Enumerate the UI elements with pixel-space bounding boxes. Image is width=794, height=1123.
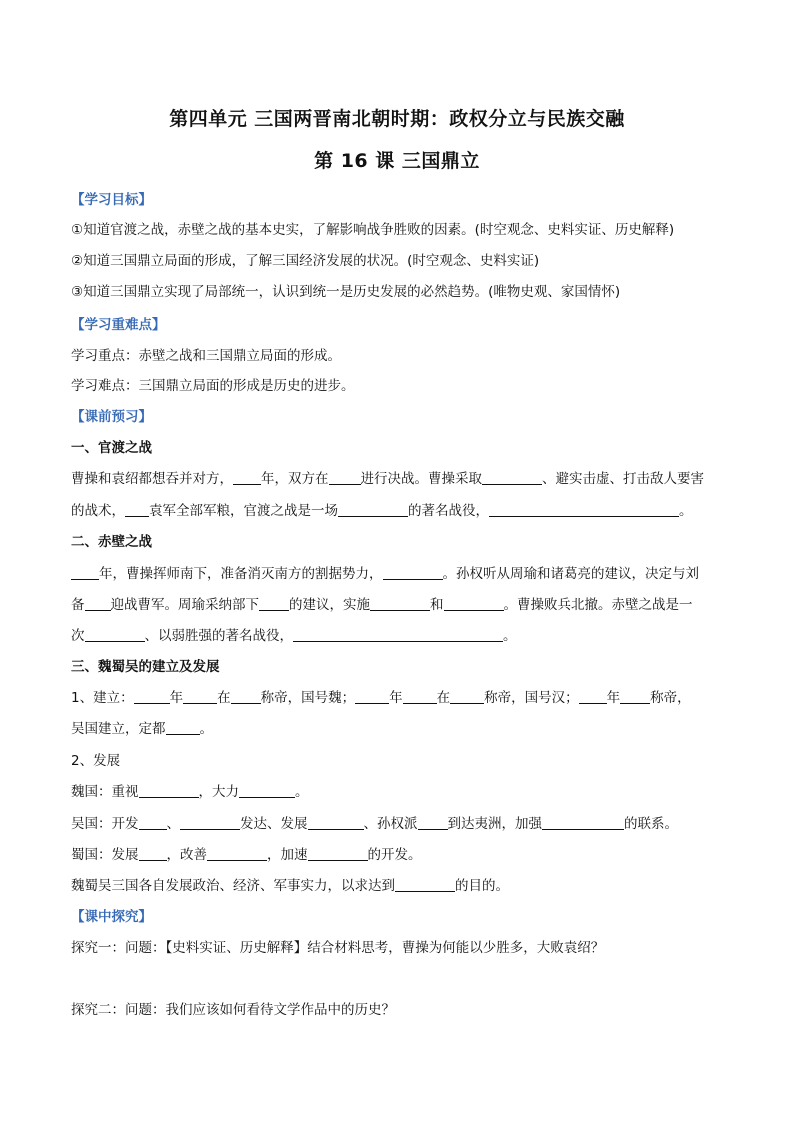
fill-blank[interactable] (620, 689, 650, 704)
build-line-2: 吴国建立，定都 。 (71, 721, 213, 737)
unit-title: 第四单元 三国两晋南北朝时期：政权分立与民族交融 (169, 108, 625, 130)
dev-heading: 2、发展 (71, 753, 121, 769)
fill-blank[interactable] (489, 502, 679, 517)
wei-line: 魏国：重视 ，大力 。 (71, 784, 309, 800)
explore-heading: 【课中探究】 (71, 909, 152, 925)
fill-blank[interactable] (180, 815, 240, 830)
chibi-line-3: 次 、以弱胜强的著名战役， 。 (71, 628, 517, 644)
fill-blank[interactable] (395, 877, 455, 892)
fill-blank[interactable] (139, 846, 167, 861)
lesson-title: 第 16 课 三国鼎立 (314, 150, 480, 172)
fill-blank[interactable] (542, 815, 624, 830)
fill-blank[interactable] (231, 689, 261, 704)
fill-blank[interactable] (233, 470, 261, 485)
fill-blank[interactable] (308, 815, 364, 830)
shu-line: 蜀国：发展 ，改善 ，加速 的开发。 (71, 847, 422, 863)
guandu-line-2: 的战术， 袁军全部军粮，官渡之战是一场 的著名战役， 。 (71, 503, 693, 519)
chibi-line-2: 备 迎战曹军。周瑜采纳部下 的建议，实施 和 。曹操败兵北撤。赤壁之战是一 (71, 597, 693, 613)
fill-blank[interactable] (71, 565, 99, 580)
wu-line: 吴国：开发 、 发达、发展 、孙权派 到达夷洲，加强 的联系。 (71, 816, 678, 832)
fill-blank[interactable] (355, 689, 389, 704)
build-line-1: 1、建立： 年 在 称帝，国号魏； 年 在 称帝，国号汉； 年 称帝， (71, 690, 691, 706)
fill-blank[interactable] (418, 815, 448, 830)
fill-blank[interactable] (450, 689, 484, 704)
section-three-kingdoms-title: 三、魏蜀吴的建立及发展 (71, 659, 220, 675)
fill-blank[interactable] (338, 502, 408, 517)
fill-blank[interactable] (383, 565, 443, 580)
section-guandu-title: 一、官渡之战 (71, 440, 152, 456)
explore-question-2: 探究二：问题：我们应该如何看待文学作品中的历史？ (71, 1002, 395, 1018)
chibi-line-1: 年，曹操挥师南下，准备消灭南方的割据势力， 。孙权听从周瑜和诸葛亮的建议，决定与刘 (71, 562, 731, 582)
fill-blank[interactable] (207, 846, 267, 861)
difficulty-line: 学习难点：三国鼎立局面的形成是历史的进步。 (71, 378, 355, 394)
fill-blank[interactable] (259, 596, 289, 611)
explore-question-1: 探究一：问题：【史料实证、历史解释】结合材料思考，曹操为何能以少胜多，大败袁绍？ (71, 940, 605, 956)
fill-blank[interactable] (139, 815, 167, 830)
fill-blank[interactable] (85, 627, 145, 642)
focus-line: 学习重点：赤壁之战和三国鼎立局面的形成。 (71, 348, 341, 364)
guandu-line-1: 曹操和袁绍都想吞并对方， 年，双方在 进行决战。曹操采取 、避实击虚、打击敌人要害 (71, 471, 704, 487)
goal-line: 魏蜀吴三国各自发展政治、经济、军事实力，以求达到 的目的。 (71, 878, 509, 894)
fill-blank[interactable] (125, 502, 149, 517)
goal-item-2: ②知道三国鼎立局面的形成，了解三国经济发展的状况。(时空观念、史料实证) (71, 253, 540, 269)
fill-blank[interactable] (183, 689, 217, 704)
fill-blank[interactable] (139, 783, 199, 798)
fill-blank[interactable] (239, 783, 295, 798)
fill-blank[interactable] (482, 470, 542, 485)
goals-heading: 【学习目标】 (71, 192, 152, 208)
fill-blank[interactable] (85, 596, 111, 611)
section-chibi-title: 二、赤壁之战 (71, 534, 152, 550)
fill-blank[interactable] (293, 627, 503, 642)
fill-blank[interactable] (134, 689, 170, 704)
goal-item-3: ③知道三国鼎立实现了局部统一，认识到统一是历史发展的必然趋势。(唯物史观、家国情怀) (71, 284, 621, 300)
preview-heading: 【课前预习】 (71, 409, 152, 425)
fill-blank[interactable] (403, 689, 437, 704)
fill-blank[interactable] (329, 470, 361, 485)
keypoints-heading: 【学习重难点】 (71, 317, 166, 333)
fill-blank[interactable] (370, 596, 430, 611)
goal-item-1: ①知道官渡之战，赤壁之战的基本史实，了解影响战争胜败的因素。(时空观念、史料实证、历史解释) (71, 222, 675, 238)
fill-blank[interactable] (579, 689, 607, 704)
fill-blank[interactable] (166, 720, 200, 735)
fill-blank[interactable] (308, 846, 368, 861)
fill-blank[interactable] (444, 596, 504, 611)
